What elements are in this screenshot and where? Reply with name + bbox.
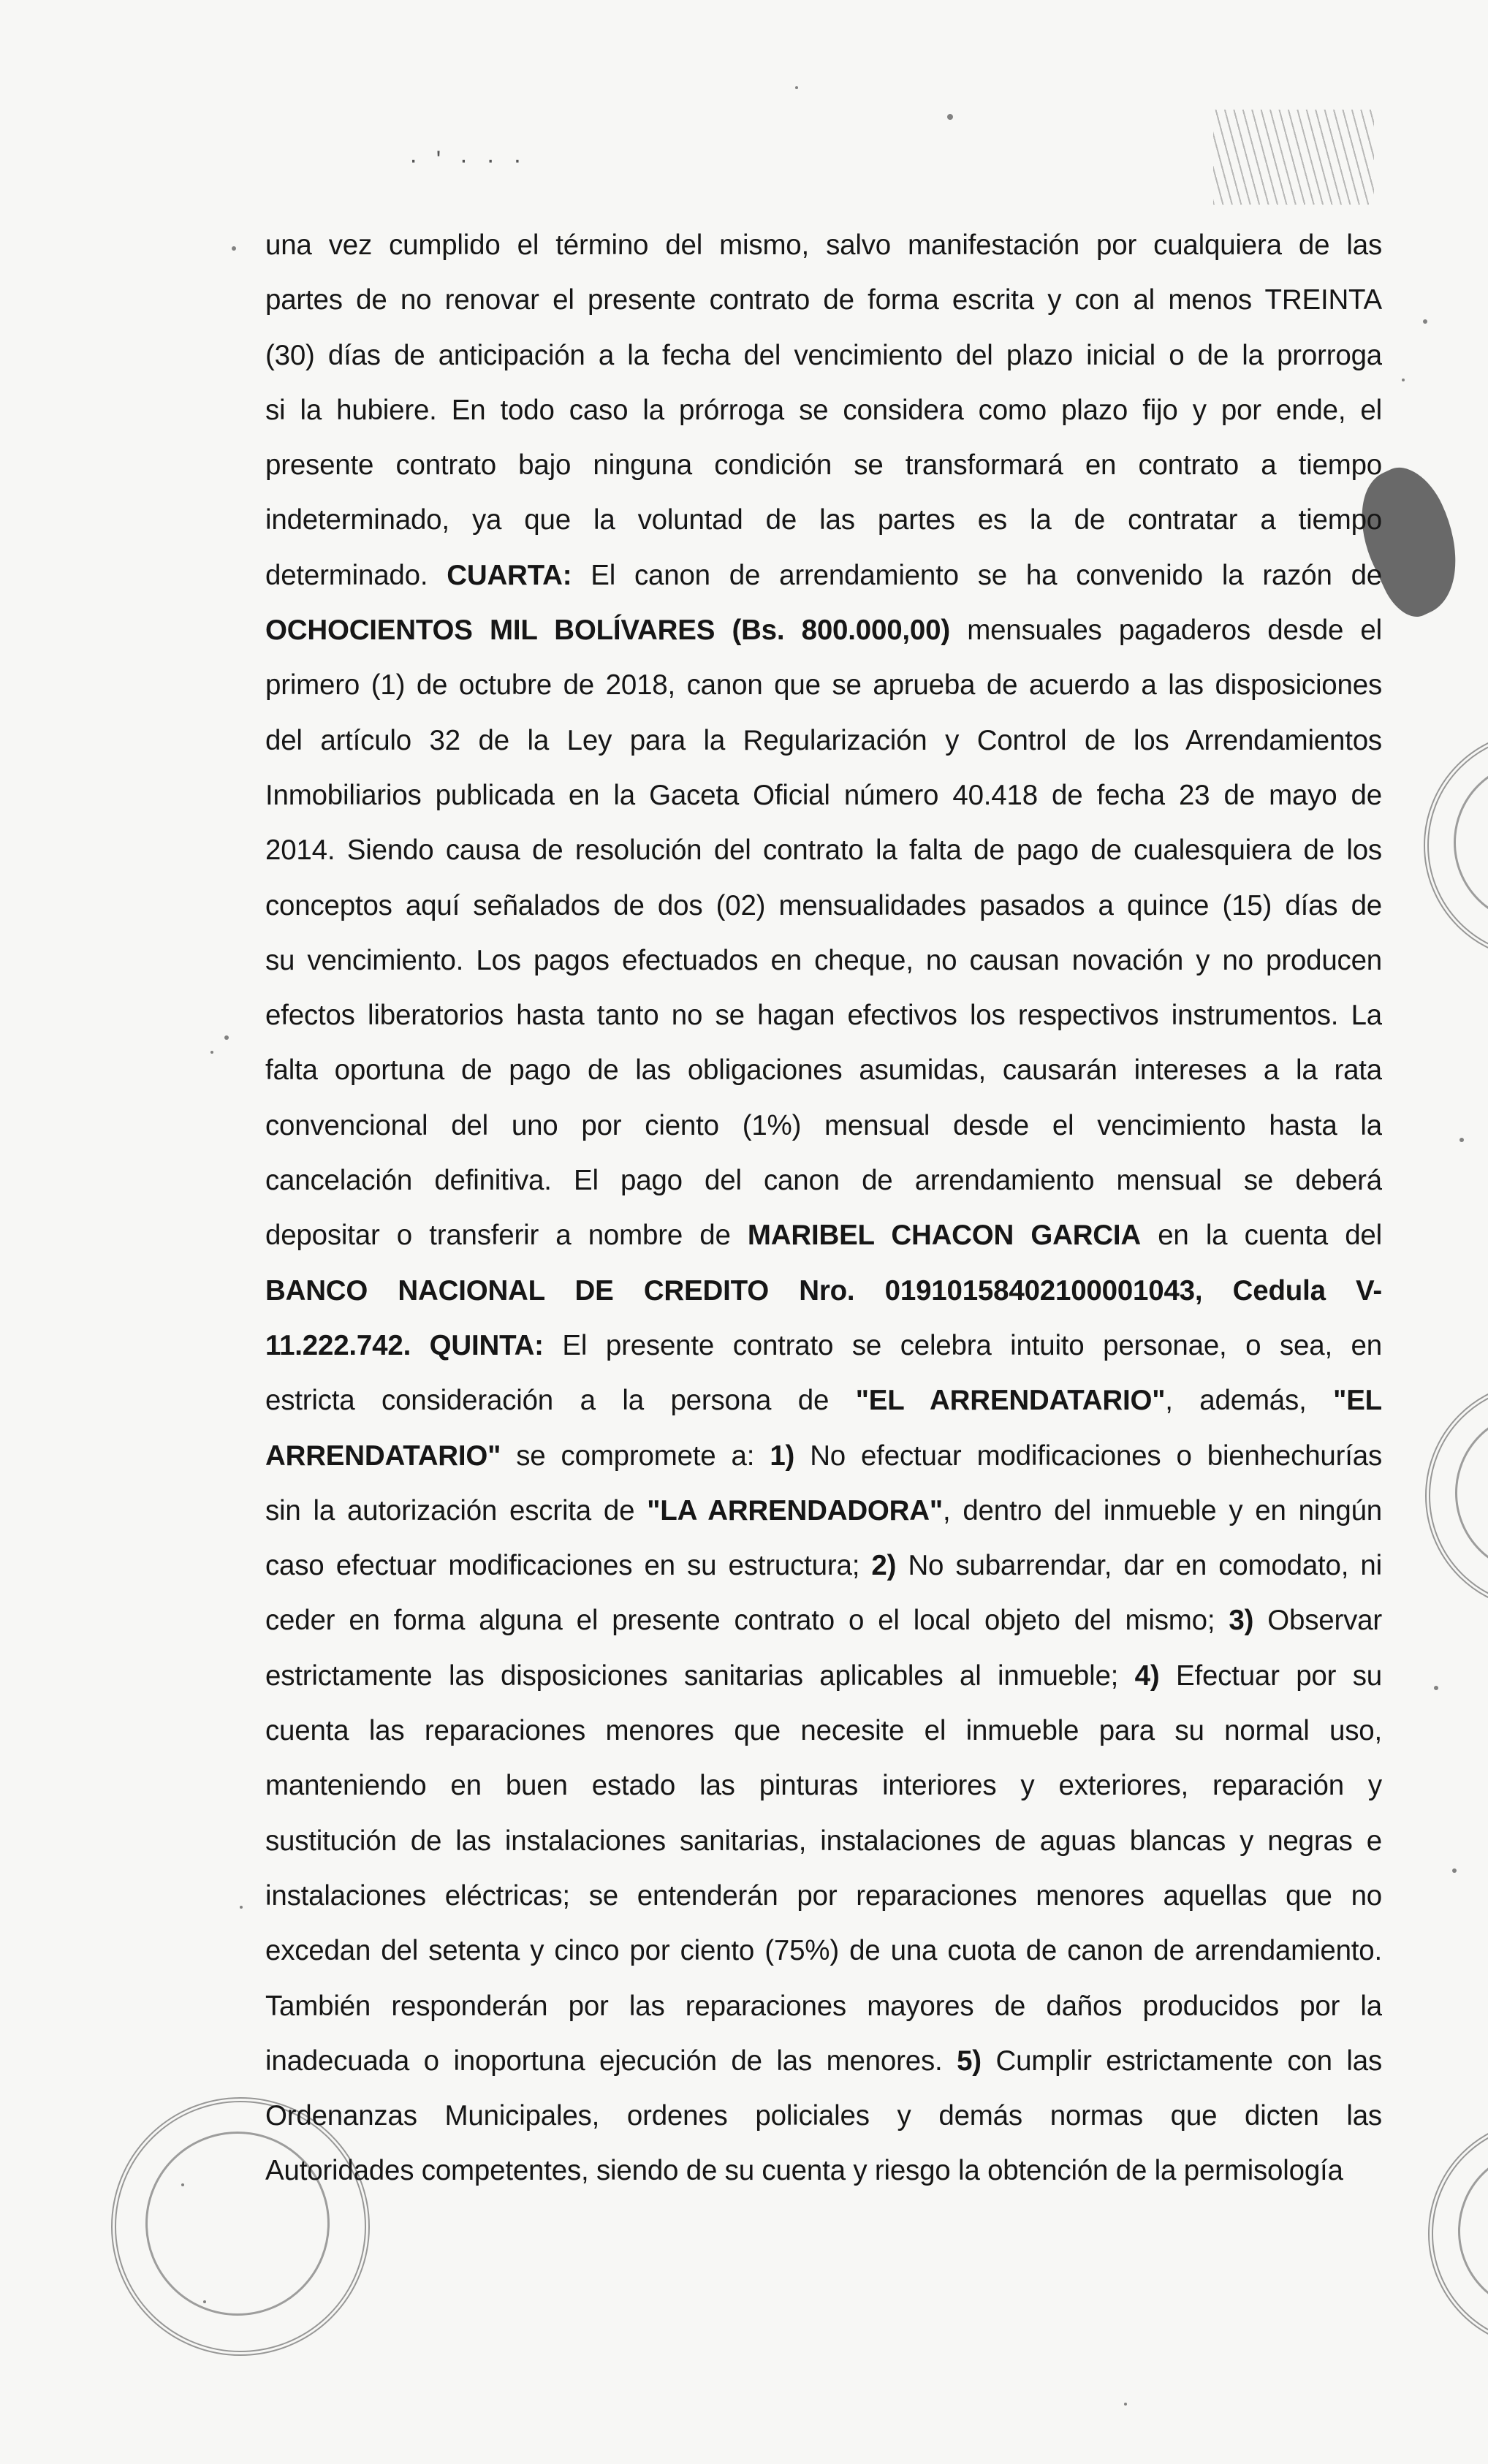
- text-segment: cancelación definitiva. El pago del canon de arrendamiento mensual se deberá: [265, 1165, 1382, 1197]
- text-line: [265, 493, 1382, 547]
- text-segment: efectos liberatorios hasta tanto no se hagan efectivos los respectivos instrumentos. La: [265, 1000, 1382, 1032]
- text-segment: presente contrato bajo ninguna condición se transformará en contrato a tiempo: [265, 449, 1382, 482]
- text-line: [265, 768, 1382, 823]
- bold-text-segment: "EL: [1333, 1385, 1382, 1417]
- text-line: [265, 1318, 1382, 1373]
- text-line: [265, 658, 1382, 712]
- bold-text-segment: BANCO NACIONAL DE CREDITO Nro. 01910158402100001043, Cedula V-: [265, 1274, 1382, 1307]
- text-line: [265, 273, 1382, 327]
- text-segment: conceptos aquí señalados de dos (02) mensualidades pasados a quince (15) días de: [265, 889, 1382, 921]
- text-segment: su vencimiento. Los pagos efectuados en cheque, no causan novación y no producen: [265, 944, 1382, 976]
- text-line: [265, 1208, 1382, 1263]
- text-segment: falta oportuna de pago de las obligaciones asumidas, causarán intereses a la rata: [265, 1054, 1382, 1087]
- text-segment: 2014. Siendo causa de resolución del contrato la falta de pago de cualesquiera de los: [265, 834, 1382, 867]
- text-segment: estrictamente las disposiciones sanitarias aplicables al inmueble;: [265, 1659, 1135, 1692]
- text-line: [265, 1703, 1382, 1758]
- text-line: [265, 2143, 1382, 2198]
- text-segment: El presente contrato se celebra intuito personae, o sea, en: [543, 1329, 1382, 1361]
- text-line: [265, 1758, 1382, 1813]
- text-segment: determinado.: [265, 559, 447, 591]
- text-segment: excedan del setenta y cinco por ciento (75%) de una cuota de canon de arrendamiento.: [265, 1935, 1382, 1967]
- text-segment: si la hubiere. En todo caso la prórroga se considera como plazo fijo y por ende, el: [265, 394, 1382, 426]
- text-segment: El canon de arrendamiento se ha convenido la razón de: [572, 559, 1382, 591]
- text-segment: se compromete a:: [501, 1440, 770, 1472]
- text-segment: Observar: [1253, 1605, 1382, 1637]
- text-line: [265, 218, 1382, 273]
- bold-text-segment: "EL ARRENDATARIO": [855, 1385, 1166, 1417]
- text-line: [265, 1043, 1382, 1098]
- bold-text-segment: 11.222.742. QUINTA:: [265, 1329, 544, 1361]
- text-line: [265, 548, 1382, 603]
- text-segment: Ordenanzas Municipales, ordenes policiales y demás normas que dicten las: [265, 2100, 1382, 2132]
- bold-text-segment: ARRENDATARIO": [265, 1440, 501, 1472]
- text-line: [265, 328, 1382, 383]
- text-line: [265, 713, 1382, 768]
- text-segment: No efectuar modificaciones o bienhechurías: [794, 1440, 1382, 1472]
- text-line: [265, 1868, 1382, 1923]
- text-segment: manteniendo en buen estado las pinturas interiores y exteriores, reparación y: [265, 1770, 1382, 1802]
- text-segment: ceder en forma alguna el presente contrato o el local objeto del mismo;: [265, 1605, 1229, 1637]
- header-scan-marks: · ' · · ·: [409, 146, 528, 174]
- text-line: [265, 2034, 1382, 2088]
- bold-text-segment: MARIBEL CHACON GARCIA: [747, 1220, 1141, 1252]
- bold-text-segment: OCHOCIENTOS MIL BOLÍVARES (Bs. 800.000,00): [265, 615, 950, 647]
- text-segment: , además,: [1165, 1385, 1334, 1417]
- bold-text-segment: "LA ARRENDADORA": [647, 1494, 943, 1526]
- text-segment: , dentro del inmueble y en ningún: [942, 1494, 1382, 1526]
- text-segment: Autoridades competentes, siendo de su cuenta y riesgo la obtención de la permisología: [265, 2155, 1343, 2187]
- text-segment: en la cuenta del: [1141, 1220, 1382, 1252]
- text-segment: convencional del uno por ciento (1%) mensual desde el vencimiento hasta la: [265, 1109, 1382, 1141]
- text-line: [265, 1923, 1382, 1978]
- text-segment: TREINTA: [1264, 284, 1382, 316]
- text-segment: estricta consideración a la persona de: [265, 1385, 856, 1417]
- text-line: [265, 1538, 1382, 1593]
- text-line: [265, 988, 1382, 1043]
- bold-text-segment: 3): [1229, 1605, 1254, 1637]
- bold-text-segment: 2): [871, 1550, 897, 1582]
- text-segment: partes de no renovar el presente contrato de forma escrita y con al menos: [265, 284, 1265, 316]
- text-line: [265, 383, 1382, 438]
- text-segment: mensuales pagaderos desde el: [949, 615, 1382, 647]
- text-segment: del artículo 32 de la Ley para la Regularización y Control de los Arrendamientos: [265, 724, 1382, 756]
- text-segment: Cumplir estrictamente con las: [981, 2045, 1382, 2077]
- text-line: [265, 1373, 1382, 1428]
- text-segment: sustitución de las instalaciones sanitarias, instalaciones de aguas blancas y negras e: [265, 1825, 1382, 1857]
- text-line: [265, 2088, 1382, 2143]
- text-line: [265, 1263, 1382, 1318]
- contract-body-text: [265, 218, 1382, 2199]
- text-line: [265, 1483, 1382, 1538]
- text-line: [265, 1649, 1382, 1703]
- text-segment: cuenta las reparaciones menores que necesite el inmueble para su normal uso,: [265, 1715, 1382, 1747]
- bold-text-segment: 1): [770, 1440, 795, 1472]
- text-segment: instalaciones eléctricas; se entenderán por reparaciones menores aquellas que no: [265, 1879, 1382, 1912]
- text-segment: primero (1) de octubre de 2018, canon que se aprueba de acuerdo a las disposiciones: [265, 669, 1382, 701]
- bold-text-segment: CUARTA:: [447, 559, 572, 591]
- text-line: [265, 933, 1382, 988]
- text-line: [265, 1098, 1382, 1153]
- text-segment: una vez cumplido el término del mismo, salvo manifestación por cualquiera de las: [265, 229, 1382, 261]
- text-line: [265, 1593, 1382, 1648]
- text-segment: caso efectuar modificaciones en su estructura;: [265, 1550, 872, 1582]
- text-line: [265, 438, 1382, 493]
- text-line: [265, 603, 1382, 658]
- bold-text-segment: 4): [1134, 1659, 1160, 1692]
- text-segment: sin la autorización escrita de: [265, 1494, 648, 1526]
- text-segment: indeterminado, ya que la voluntad de las partes es la de contratar a tiempo: [265, 504, 1382, 536]
- text-segment: inadecuada o inoportuna ejecución de las menores.: [265, 2045, 957, 2077]
- text-segment: Efectuar por su: [1159, 1659, 1382, 1692]
- bold-text-segment: 5): [957, 2045, 982, 2077]
- text-line: [265, 1814, 1382, 1868]
- text-line: [265, 1153, 1382, 1208]
- text-line: [265, 1979, 1382, 2034]
- text-line: [265, 878, 1382, 933]
- text-segment: También responderán por las reparaciones mayores de daños producidos por la: [265, 1990, 1382, 2022]
- text-segment: Inmobiliarios publicada en la Gaceta Oficial número 40.418 de fecha 23 de mayo de: [265, 779, 1382, 811]
- text-line: [265, 1429, 1382, 1483]
- text-segment: (30) días de anticipación a la fecha del vencimiento del plazo inicial o de la prorroga: [265, 339, 1382, 371]
- text-line: [265, 823, 1382, 878]
- text-segment: depositar o transferir a nombre de: [265, 1220, 748, 1252]
- text-segment: No subarrendar, dar en comodato, ni: [896, 1550, 1382, 1582]
